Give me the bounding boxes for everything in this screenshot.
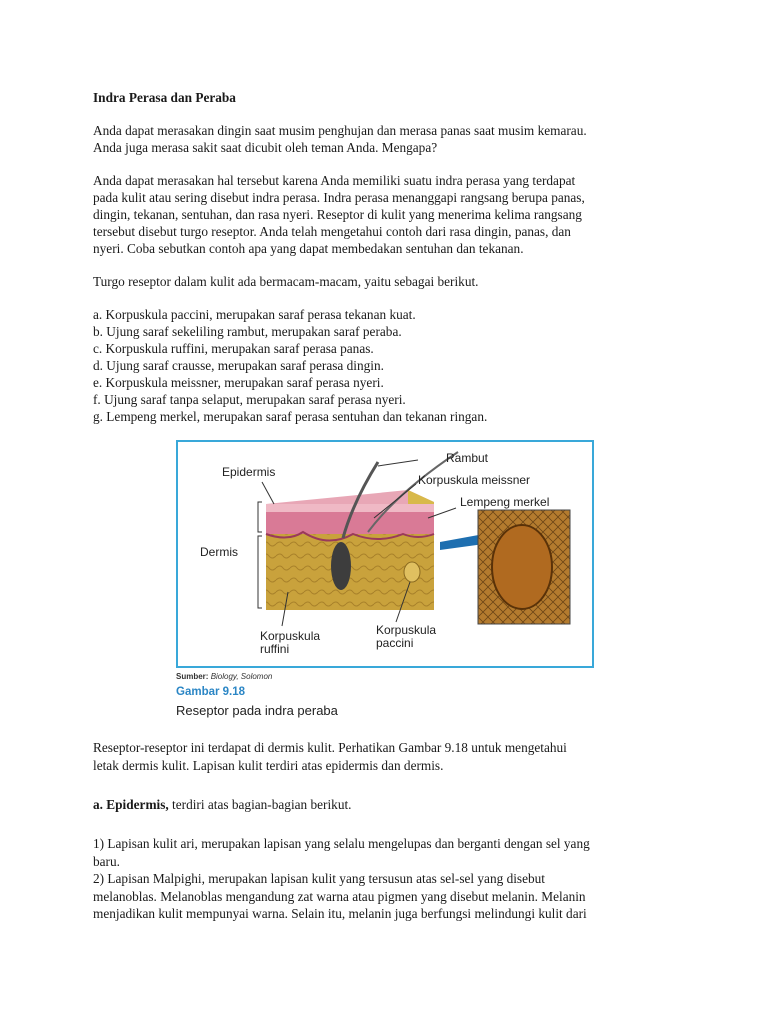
list-item: c. Korpuskula ruffini, merupakan saraf perasa panas. <box>93 341 374 356</box>
epidermis-heading-rest: terdiri atas bagian-bagian berikut. <box>168 797 352 812</box>
figure-number: Gambar 9.18 <box>176 686 246 698</box>
list-item: f. Ujung saraf tanpa selaput, merupakan saraf perasa nyeri. <box>93 392 406 407</box>
text-line: 1) Lapisan kulit ari, merupakan lapisan yang selalu mengelupas dan berganti dengan sel yang <box>93 836 590 851</box>
paragraph-explanation <box>93 172 683 257</box>
text-line: Anda dapat merasakan hal tersebut karena Anda memiliki suatu indra perasa yang terdapat <box>93 173 576 188</box>
text-line: letak dermis kulit. Lapisan kulit terdiri atas epidermis dan dermis. <box>93 758 444 773</box>
label-line: ruffini <box>260 642 290 656</box>
label-lempeng-merkel: Lempeng merkel <box>460 495 550 509</box>
text-line: baru. <box>93 853 120 869</box>
receptor-list <box>93 306 683 425</box>
paragraph-turgo: Turgo reseptor dalam kulit ada bermacam-macam, yaitu sebagai berikut. <box>93 274 479 289</box>
label-epidermis: Epidermis <box>222 465 276 479</box>
label-korpuskula-ruffini <box>260 630 320 656</box>
text-line: dingin, tekanan, sentuhan, dan rasa nyeri. Reseptor di kulit yang menerima kelima rangsang <box>93 207 582 222</box>
page-title: Indra Perasa dan Peraba <box>93 90 236 105</box>
paragraph-dermis <box>93 739 683 775</box>
figure-source <box>176 672 272 681</box>
skin-receptor-figure <box>176 440 594 668</box>
epidermis-items <box>93 835 683 923</box>
list-item: a. Korpuskula paccini, merupakan saraf perasa tekanan kuat. <box>93 307 416 322</box>
text-line: Anda juga merasa sakit saat dicubit oleh teman Anda. Mengapa? <box>93 140 438 155</box>
label-korpuskula-meissner: Korpuskula meissner <box>418 473 531 487</box>
paccini-corpuscle <box>404 562 420 582</box>
label-rambut: Rambut <box>446 451 489 465</box>
paragraph-intro <box>93 122 683 156</box>
hair-follicle <box>331 542 351 590</box>
epidermis-bracket <box>258 502 262 532</box>
merkel-disc <box>492 525 552 609</box>
epidermis-heading-line <box>93 796 683 813</box>
list-item: b. Ujung saraf sekeliling rambut, merupakan saraf peraba. <box>93 324 402 339</box>
list-item: d. Ujung saraf crausse, merupakan saraf perasa dingin. <box>93 358 384 373</box>
text-line: menjadikan kulit mempunyai warna. Selain itu, melanin juga berfungsi melindungi kulit dari <box>93 906 587 921</box>
epidermis-heading: a. Epidermis, <box>93 797 169 812</box>
label-dermis: Dermis <box>200 545 238 559</box>
dermis-bracket <box>258 536 262 608</box>
figure-caption: Reseptor pada indra peraba <box>176 703 338 718</box>
list-item: e. Korpuskula meissner, merupakan saraf perasa nyeri. <box>93 375 384 390</box>
text-line: Anda dapat merasakan dingin saat musim penghujan dan merasa panas saat musim kemarau. <box>93 123 587 138</box>
text-line: tersebut disebut turgo reseptor. Anda telah mengetahui contoh dari rasa dingin, panas, dan <box>93 224 571 239</box>
text-line: pada kulit atau sering disebut indra perasa. Indra perasa menanggapi rangsang berupa panas, <box>93 190 585 205</box>
label-line: paccini <box>376 636 414 650</box>
text-line: 2) Lapisan Malpighi, merupakan lapisan kulit yang tersusun atas sel-sel yang disebut <box>93 871 545 886</box>
text-line: melanoblas. Melanoblas mengandung zat warna atau pigmen yang disebut melanin. Melanin <box>93 888 586 904</box>
text-line: Reseptor-reseptor ini terdapat di dermis kulit. Perhatikan Gambar 9.18 untuk mengetahui <box>93 740 567 755</box>
label-line: Korpuskula <box>376 623 437 637</box>
source-value: Biology, Solomon <box>210 672 273 681</box>
label-line: Korpuskula <box>260 629 321 643</box>
source-label: Sumber: <box>176 672 209 681</box>
list-item: g. Lempeng merkel, merupakan saraf perasa sentuhan dan tekanan ringan. <box>93 409 488 424</box>
label-korpuskula-paccini <box>376 624 436 650</box>
text-line: nyeri. Coba sebutkan contoh apa yang dapat membedakan sentuhan dan tekanan. <box>93 241 524 256</box>
